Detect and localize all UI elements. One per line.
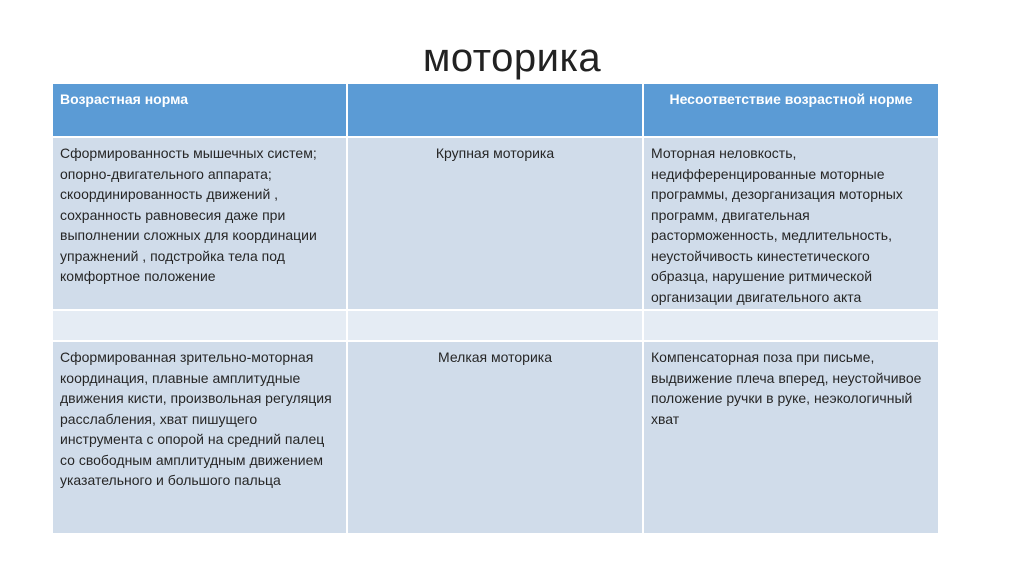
cell-mismatch: Компенсаторная поза при письме, выдвижение плеча вперед, неустойчивое положение ручки в руке, неэкологичный хват xyxy=(643,341,939,534)
slide-title: моторика xyxy=(422,36,602,80)
cell-mismatch xyxy=(643,310,939,341)
table-row-gross-motor xyxy=(52,137,939,310)
table-row-empty xyxy=(52,310,939,341)
table-header-row xyxy=(52,83,939,137)
cell-category: Крупная моторика xyxy=(347,137,643,310)
cell-norm xyxy=(52,310,347,341)
header-category xyxy=(347,83,643,137)
motor-skills-table xyxy=(51,82,940,535)
cell-mismatch: Моторная неловкость, недифференцированные моторные программы, дезорганизация моторных программ, двигательная расторможенность, медлительность, неустойчивость кинестетического образца, нарушение ритмической организации двигательного акта xyxy=(643,137,939,310)
table-row-fine-motor xyxy=(52,341,939,534)
cell-norm: Сформированная зрительно-моторная координация, плавные амплитудные движения кисти, произвольная регуляция расслабления, хват пишущего инструмента с опорой на средний палец со свободным амплитудным движением указательного и большого пальца xyxy=(52,341,347,534)
header-mismatch: Несоответствие возрастной норме xyxy=(643,83,939,137)
header-age-norm: Возрастная норма xyxy=(52,83,347,137)
cell-category xyxy=(347,310,643,341)
cell-category: Мелкая моторика xyxy=(347,341,643,534)
cell-norm: Сформированность мышечных систем; опорно-двигательного аппарата; скоординированность движений , сохранность равновесия даже при выполнении сложных для координации упражнений , подстройка тела под комфортное положение xyxy=(52,137,347,310)
